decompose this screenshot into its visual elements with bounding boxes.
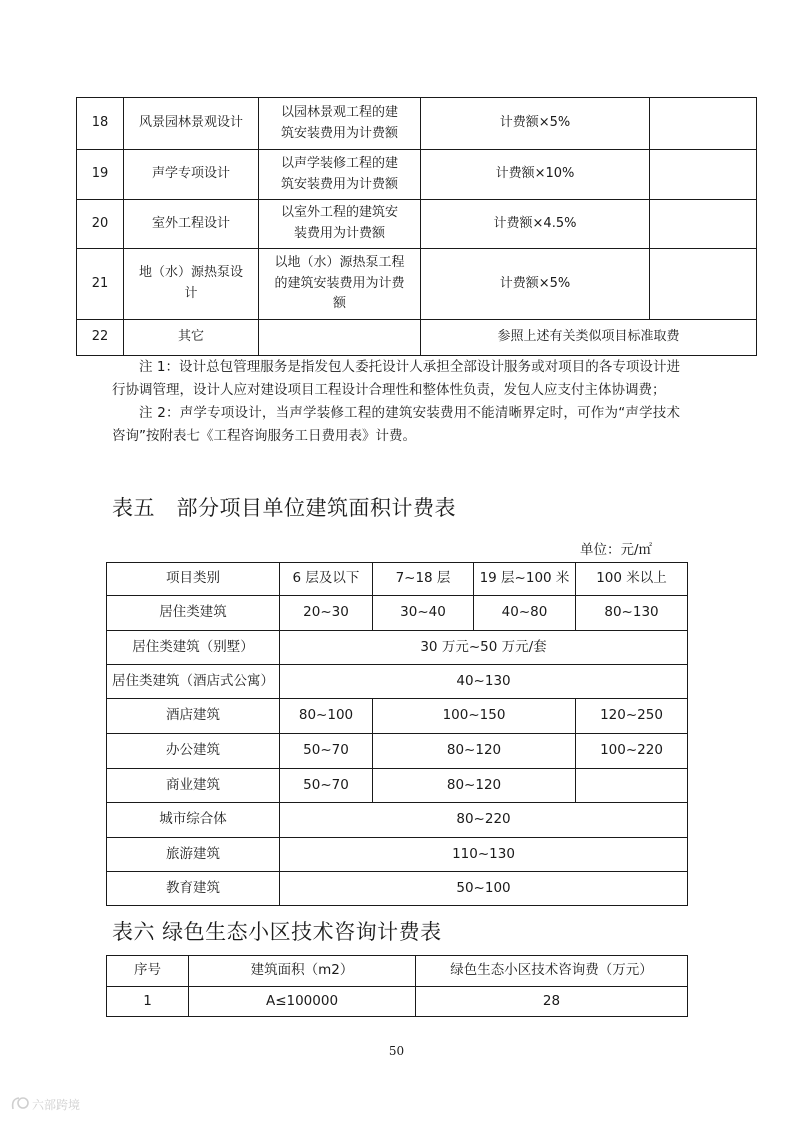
table-five — [106, 562, 688, 906]
table-header-row — [107, 956, 688, 987]
remark-cell — [650, 98, 757, 150]
fee-formula: 计费额×5% — [421, 98, 650, 150]
fee-formula: 计费额×5% — [421, 249, 650, 320]
value-cell: 120~250 — [576, 699, 688, 734]
table-six — [106, 955, 688, 1017]
project-name: 声学专项设计 — [124, 150, 259, 200]
category-cell: 酒店建筑 — [107, 699, 280, 734]
category-cell: 居住类建筑 — [107, 596, 280, 631]
fee-basis: 以室外工程的建筑安装费用为计费额 — [259, 200, 421, 249]
value-cell: 110~130 — [280, 838, 688, 872]
value-cell: 80~130 — [576, 596, 688, 631]
category-cell: 居住类建筑（别墅） — [107, 631, 280, 665]
table-row — [77, 249, 757, 320]
table-five-title: 表五 部分项目单位建筑面积计费表 — [112, 496, 456, 520]
value-cell: 80~120 — [373, 769, 576, 803]
row-number: 18 — [77, 98, 124, 150]
fee-basis: 以声学装修工程的建筑安装费用为计费额 — [259, 150, 421, 200]
row-number: 19 — [77, 150, 124, 200]
remark-cell — [650, 150, 757, 200]
watermark-logo — [10, 1094, 110, 1114]
value-cell: 80~120 — [373, 734, 576, 769]
header-cell: 6 层及以下 — [280, 563, 373, 596]
header-cell: 7~18 层 — [373, 563, 474, 596]
value-cell: 30 万元~50 万元/套 — [280, 631, 688, 665]
value-cell: 40~130 — [280, 665, 688, 699]
category-cell: 城市综合体 — [107, 803, 280, 838]
value-cell: 100~220 — [576, 734, 688, 769]
remark-cell — [650, 249, 757, 320]
page-number: 50 — [388, 1044, 405, 1058]
value-cell: A≤100000 — [189, 987, 416, 1017]
fee-basis: 以园林景观工程的建筑安装费用为计费额 — [259, 98, 421, 150]
table-row — [107, 699, 688, 734]
table-row — [107, 596, 688, 631]
unit-label: 单位：元/㎡ — [580, 542, 653, 558]
table-notes — [112, 356, 680, 448]
table-six-title: 表六 绿色生态小区技术咨询计费表 — [112, 920, 442, 944]
table-row — [107, 665, 688, 699]
watermark-text: 六部跨境 — [32, 1098, 81, 1112]
value-cell: 50~100 — [280, 872, 688, 906]
value-cell: 28 — [416, 987, 688, 1017]
fee-formula: 计费额×4.5% — [421, 200, 650, 249]
category-cell: 办公建筑 — [107, 734, 280, 769]
project-name: 风景园林景观设计 — [124, 98, 259, 150]
value-cell: 80~220 — [280, 803, 688, 838]
value-cell: 80~100 — [280, 699, 373, 734]
value-cell: 1 — [107, 987, 189, 1017]
value-cell — [576, 769, 688, 803]
row-number: 22 — [77, 320, 124, 356]
header-cell: 19 层~100 米 — [474, 563, 576, 596]
row-number: 20 — [77, 200, 124, 249]
category-cell: 商业建筑 — [107, 769, 280, 803]
header-cell: 100 米以上 — [576, 563, 688, 596]
table-row — [107, 872, 688, 906]
value-cell: 20~30 — [280, 596, 373, 631]
table-row — [77, 98, 757, 150]
table-header-row — [107, 563, 688, 596]
fee-formula: 计费额×10% — [421, 150, 650, 200]
value-cell: 50~70 — [280, 734, 373, 769]
header-cell: 项目类别 — [107, 563, 280, 596]
project-name: 室外工程设计 — [124, 200, 259, 249]
category-cell: 居住类建筑（酒店式公寓） — [107, 665, 280, 699]
category-cell: 旅游建筑 — [107, 838, 280, 872]
table-row — [107, 734, 688, 769]
remark-cell — [650, 200, 757, 249]
value-cell: 30~40 — [373, 596, 474, 631]
table-row — [107, 838, 688, 872]
empty-cell — [259, 320, 421, 356]
category-cell: 教育建筑 — [107, 872, 280, 906]
table-row — [107, 631, 688, 665]
table-row — [107, 987, 688, 1017]
project-name: 其它 — [124, 320, 259, 356]
table-row — [107, 769, 688, 803]
header-cell: 建筑面积（m2） — [189, 956, 416, 987]
note-two: 注 2：声学专项设计，当声学装修工程的建筑安装费用不能清晰界定时，可作为“声学技术咨询”按附表七《工程咨询服务工日费用表》计费。 — [112, 405, 680, 444]
header-cell: 序号 — [107, 956, 189, 987]
table-four-continued — [76, 97, 757, 356]
note-one: 注 1：设计总包管理服务是指发包人委托设计人承担全部设计服务或对项目的各专项设计进行协调管理，设计人应对建设项目工程设计合理性和整体性负责，发包人应支付主体协调费； — [112, 359, 680, 398]
table-row — [77, 150, 757, 200]
fee-basis: 以地（水）源热泵工程的建筑安装费用为计费额 — [259, 249, 421, 320]
value-cell: 40~80 — [474, 596, 576, 631]
row-number: 21 — [77, 249, 124, 320]
value-cell: 100~150 — [373, 699, 576, 734]
table-row — [107, 803, 688, 838]
project-name: 地（水）源热泵设计 — [124, 249, 259, 320]
header-cell: 绿色生态小区技术咨询费（万元） — [416, 956, 688, 987]
table-row — [77, 200, 757, 249]
value-cell: 50~70 — [280, 769, 373, 803]
table-row — [77, 320, 757, 356]
fee-note: 参照上述有关类似项目标准取费 — [421, 320, 757, 356]
